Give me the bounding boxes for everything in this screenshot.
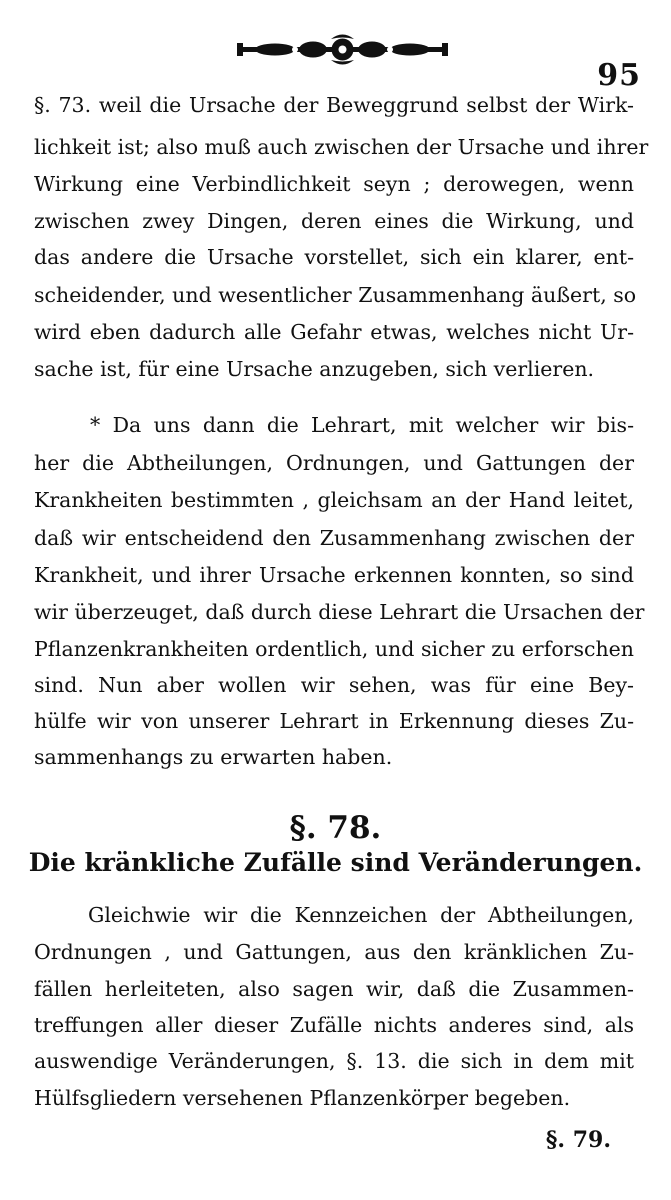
- text-line: Gleichwie wir die Kennzeichen der Abtheilungen,: [88, 903, 634, 927]
- text-line: sammenhangs zu erwarten haben.: [34, 745, 393, 769]
- text-line: scheidender, und wesentlicher Zusammenhang äußert, so: [34, 283, 637, 307]
- text-line: auswendige Veränderungen, §. 13. die sich in dem mit: [34, 1049, 634, 1073]
- text-line: sache ist, für eine Ursache anzugeben, sich verlieren.: [34, 357, 595, 381]
- text-line: Pflanzenkrankheiten ordentlich, und sicher zu erforschen: [34, 637, 634, 661]
- text-line: sind. Nun aber wollen wir sehen, was für eine Bey-: [34, 673, 634, 697]
- text-line: hülfe wir von unserer Lehrart in Erkennung dieses Zu-: [34, 709, 634, 733]
- catchword: §. 79.: [545, 1127, 611, 1153]
- text-line: Ordnungen , und Gattungen, aus den kränklichen Zu-: [34, 940, 634, 964]
- text-line: das andere die Ursache vorstellet, sich ein klarer, ent-: [34, 245, 634, 269]
- text-line: wird eben dadurch alle Gefahr etwas, welches nicht Ur-: [34, 320, 634, 344]
- text-line: zwischen zwey Dingen, deren eines die Wirkung, und: [34, 209, 634, 233]
- text-line: Krankheiten bestimmten , gleichsam an der Hand leitet,: [34, 488, 634, 512]
- section-title: Die kränkliche Zufälle sind Veränderungen.: [28, 848, 643, 877]
- text-line: her die Abtheilungen, Ordnungen, und Gattungen der: [34, 451, 634, 475]
- fleuron-ornament-icon: [235, 30, 450, 70]
- text-line: daß wir entscheidend den Zusammenhang zwischen der: [34, 526, 634, 550]
- page-number: 95: [597, 58, 641, 93]
- text-line: §. 73. weil die Ursache der Beweggrund selbst der Wirk-: [34, 93, 634, 117]
- text-line: fällen herleiteten, also sagen wir, daß die Zusammen-: [34, 977, 634, 1001]
- text-line: Hülfsgliedern versehenen Pflanzenkörper begeben.: [34, 1086, 571, 1110]
- text-line: Wirkung eine Verbindlichkeit seyn ; derowegen, wenn: [34, 172, 634, 196]
- text-line: wir überzeuget, daß durch diese Lehrart die Ursachen der: [34, 600, 645, 624]
- text-line: * Da uns dann die Lehrart, mit welcher wir bis-: [90, 413, 634, 437]
- text-line: treffungen aller dieser Zufälle nichts anderes sind, als: [34, 1013, 634, 1037]
- text-line: lichkeit ist; also muß auch zwischen der Ursache und ihrer: [34, 135, 649, 159]
- text-line: Krankheit, und ihrer Ursache erkennen konnten, so sind: [34, 563, 634, 587]
- section-number: §. 78.: [289, 810, 382, 846]
